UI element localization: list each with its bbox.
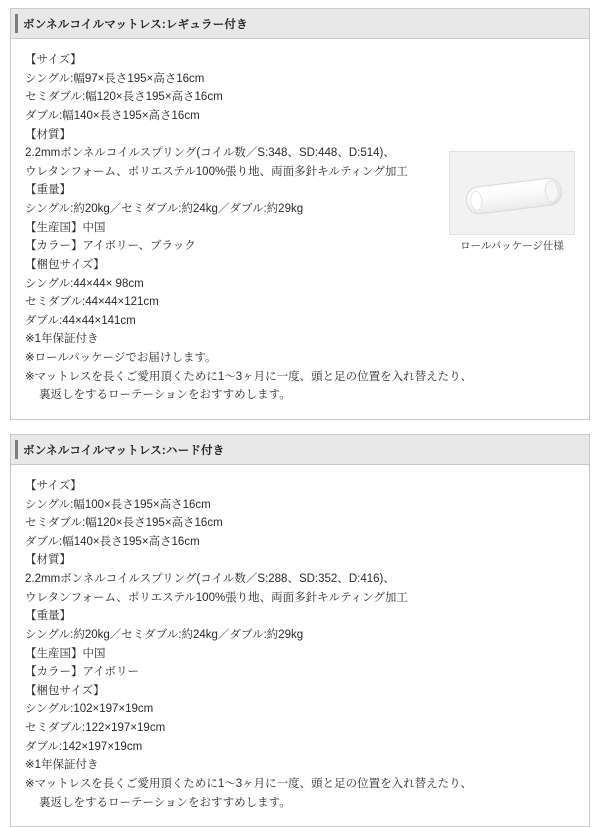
- spec-line: ダブル:142×197×19cm: [25, 740, 143, 753]
- spec-line: ダブル:幅140×長さ195×高さ16cm: [25, 535, 200, 548]
- spec-line: シングル:約20kg／セミダブル:約24kg／ダブル:約29kg: [25, 628, 304, 641]
- spec-line: ※1年保証付き: [25, 333, 99, 346]
- spec-line: 【カラー】アイボリー、ブラック: [25, 240, 196, 253]
- figure-caption: ロールパッケージ仕様: [460, 240, 564, 252]
- spec-line: ダブル:幅140×長さ195×高さ16cm: [25, 109, 200, 122]
- spec-line: ※マットレスを長くご愛用頂くために1～3ヶ月に一度、頭と足の位置を入れ替えたり、: [25, 777, 473, 790]
- panel-title-hard: ボンネルコイルマットレス:ハード付き: [11, 435, 589, 465]
- spec-line: 【カラー】アイボリー: [25, 666, 139, 679]
- spec-line: 【材質】: [25, 554, 71, 567]
- spec-line: 2.2mmボンネルコイルスプリング(コイル数／S:348、SD:448、D:514)、: [25, 147, 395, 160]
- spec-line: セミダブル:幅120×長さ195×高さ16cm: [25, 91, 223, 104]
- spec-line: 【生産国】中国: [25, 647, 106, 660]
- spec-line: 裏返しをするローテーションをおすすめします。: [39, 389, 291, 402]
- spec-line: シングル:幅97×長さ195×高さ16cm: [25, 72, 205, 85]
- spec-panel-hard: [10, 434, 590, 827]
- panel-title-regular: ボンネルコイルマットレス:レギュラー付き: [11, 9, 589, 39]
- spec-line: ダブル:44×44×141cm: [25, 314, 136, 327]
- roll-package-figure: [449, 151, 575, 255]
- spec-line: シングル:幅100×長さ195×高さ16cm: [25, 498, 211, 511]
- spec-line: 【重量】: [25, 184, 71, 197]
- spec-line: 【サイズ】: [25, 54, 82, 66]
- panel-body-regular: [11, 39, 589, 419]
- spec-line: ※1年保証付き: [25, 759, 99, 772]
- spec-line: 【材質】: [25, 128, 71, 141]
- mattress-roll-icon: [449, 151, 575, 235]
- spec-line: 【梱包サイズ】: [25, 684, 105, 697]
- spec-line: ※マットレスを長くご愛用頂くために1～3ヶ月に一度、頭と足の位置を入れ替えたり、: [25, 370, 473, 383]
- spec-line: ウレタンフォーム、ポリエステル100%張り地、両面多針キルティング加工: [25, 165, 408, 178]
- spec-line: 【生産国】中国: [25, 221, 106, 234]
- spec-line: ウレタンフォーム、ポリエステル100%張り地、両面多針キルティング加工: [25, 591, 408, 604]
- spec-line: ※ロールパッケージでお届けします。: [25, 352, 217, 364]
- spec-line: 【サイズ】: [25, 479, 82, 492]
- spec-line: セミダブル:幅120×長さ195×高さ16cm: [25, 517, 223, 530]
- spec-line: 【梱包サイズ】: [25, 258, 105, 271]
- panel-body-hard: [11, 465, 589, 826]
- spec-panel-regular: [10, 8, 590, 420]
- spec-line: シングル:約20kg／セミダブル:約24kg／ダブル:約29kg: [25, 203, 304, 215]
- spec-line: シングル:44×44× 98cm: [25, 277, 144, 290]
- spec-line: セミダブル:44×44×121cm: [25, 296, 159, 309]
- spec-line: 2.2mmボンネルコイルスプリング(コイル数／S:288、SD:352、D:416)、: [25, 573, 395, 585]
- spec-line: シングル:102×197×19cm: [25, 703, 154, 716]
- spec-line: 裏返しをするローテーションをおすすめします。: [39, 796, 291, 809]
- spec-line: 【重量】: [25, 610, 71, 623]
- spec-line: セミダブル:122×197×19cm: [25, 722, 166, 734]
